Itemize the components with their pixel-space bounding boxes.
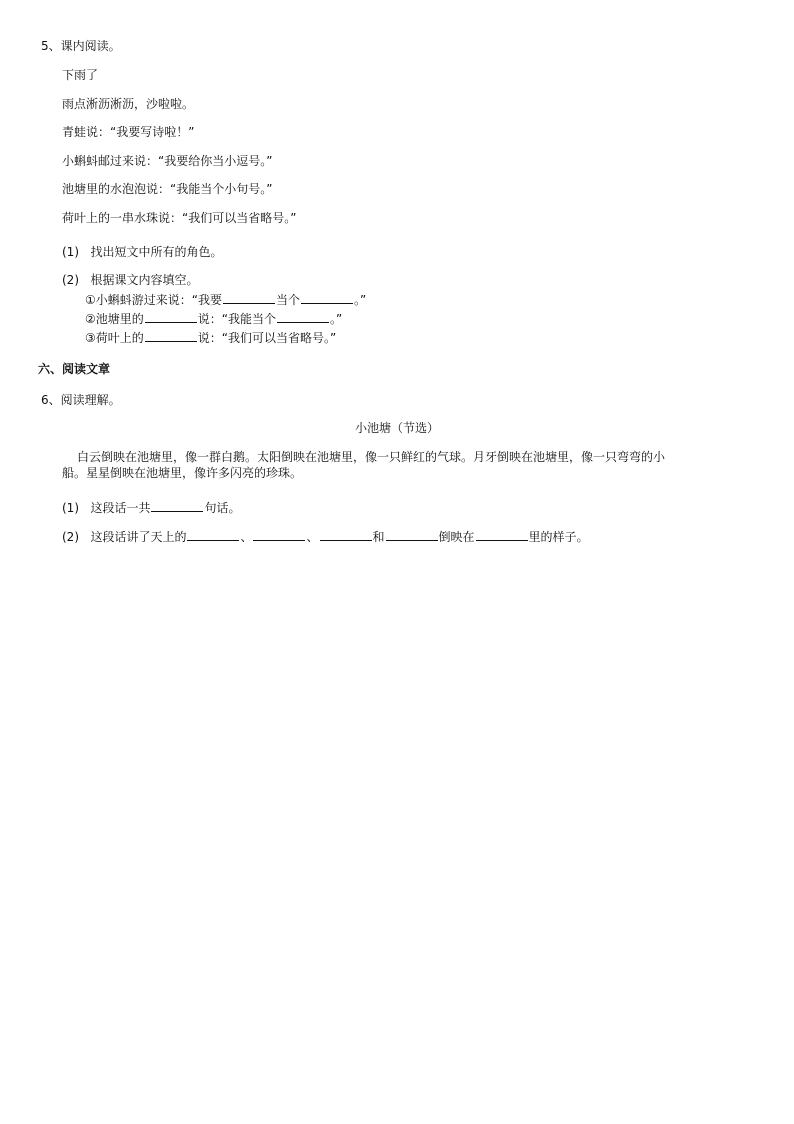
q5-sub2-text: 根据课文内容填空。 xyxy=(90,273,199,287)
poem-title: 下雨了 xyxy=(62,68,99,82)
q5-sub2-number: (2) xyxy=(62,273,79,287)
q6-sub2-number: (2) xyxy=(62,530,79,544)
poem-line: 雨点淅沥淅沥，沙啦啦。 xyxy=(62,97,195,111)
fill-item-2 xyxy=(85,312,342,325)
fill-text: 。” xyxy=(354,293,367,307)
fill-text: ③荷叶上的 xyxy=(85,331,144,345)
answer-blank[interactable] xyxy=(145,312,197,323)
fill-text: 说：“我能当个 xyxy=(197,312,276,326)
passage-line: 白云倒映在池塘里，像一群白鹅。太阳倒映在池塘里，像一只鲜红的气球。月牙倒映在池塘里，像一只弯弯的小 xyxy=(77,450,666,464)
answer-blank[interactable] xyxy=(320,530,372,541)
passage-title: 小池塘（节选） xyxy=(354,421,439,435)
q5-sub1-text: 找出短文中所有的角色。 xyxy=(90,245,223,259)
fill-text: 说：“我们可以当省略号。” xyxy=(197,331,337,345)
q5-sub1 xyxy=(62,246,222,258)
q5-sub2 xyxy=(62,274,198,286)
poem-line: 青蛙说：“我要写诗啦！” xyxy=(62,125,195,139)
fill-text: 、 xyxy=(306,530,319,544)
q6-sub2 xyxy=(62,530,589,543)
q6-heading: 6、阅读理解。 xyxy=(41,393,121,407)
q5-sub1-number: (1) xyxy=(62,245,79,259)
fill-text: 这段话一共 xyxy=(90,501,151,515)
fill-item-3 xyxy=(85,331,336,344)
answer-blank[interactable] xyxy=(223,293,275,304)
answer-blank[interactable] xyxy=(145,331,197,342)
fill-text: 当个 xyxy=(275,293,300,307)
answer-blank[interactable] xyxy=(386,530,438,541)
answer-blank[interactable] xyxy=(476,530,528,541)
poem-line: 荷叶上的一串水珠说：“我们可以当省略号。” xyxy=(62,211,297,225)
fill-text: ②池塘里的 xyxy=(85,312,144,326)
fill-text: 和 xyxy=(372,530,385,544)
fill-text: 倒映在 xyxy=(438,530,475,544)
fill-text: ①小蝌蚪游过来说：“我要 xyxy=(85,293,222,307)
answer-blank[interactable] xyxy=(151,501,203,512)
q5-heading: 5、课内阅读。 xyxy=(41,39,121,53)
fill-text: 这段话讲了天上的 xyxy=(90,530,187,544)
poem-line: 小蝌蚪邮过来说：“我要给你当小逗号。” xyxy=(62,154,273,168)
q6-sub1 xyxy=(62,501,240,514)
fill-text: 、 xyxy=(240,530,253,544)
answer-blank[interactable] xyxy=(253,530,305,541)
answer-blank[interactable] xyxy=(187,530,239,541)
section-heading: 六、阅读文章 xyxy=(38,362,111,376)
answer-blank[interactable] xyxy=(301,293,353,304)
q6-sub1-number: (1) xyxy=(62,501,79,515)
fill-text: 。” xyxy=(329,312,343,326)
fill-text: 句话。 xyxy=(204,501,241,515)
poem-line: 池塘里的水泡泡说：“我能当个小句号。” xyxy=(62,182,273,196)
fill-text: 里的样子。 xyxy=(528,530,589,544)
fill-item-1 xyxy=(85,293,366,306)
passage-line: 船。星星倒映在池塘里，像许多闪亮的珍珠。 xyxy=(62,466,303,480)
answer-blank[interactable] xyxy=(277,312,329,323)
